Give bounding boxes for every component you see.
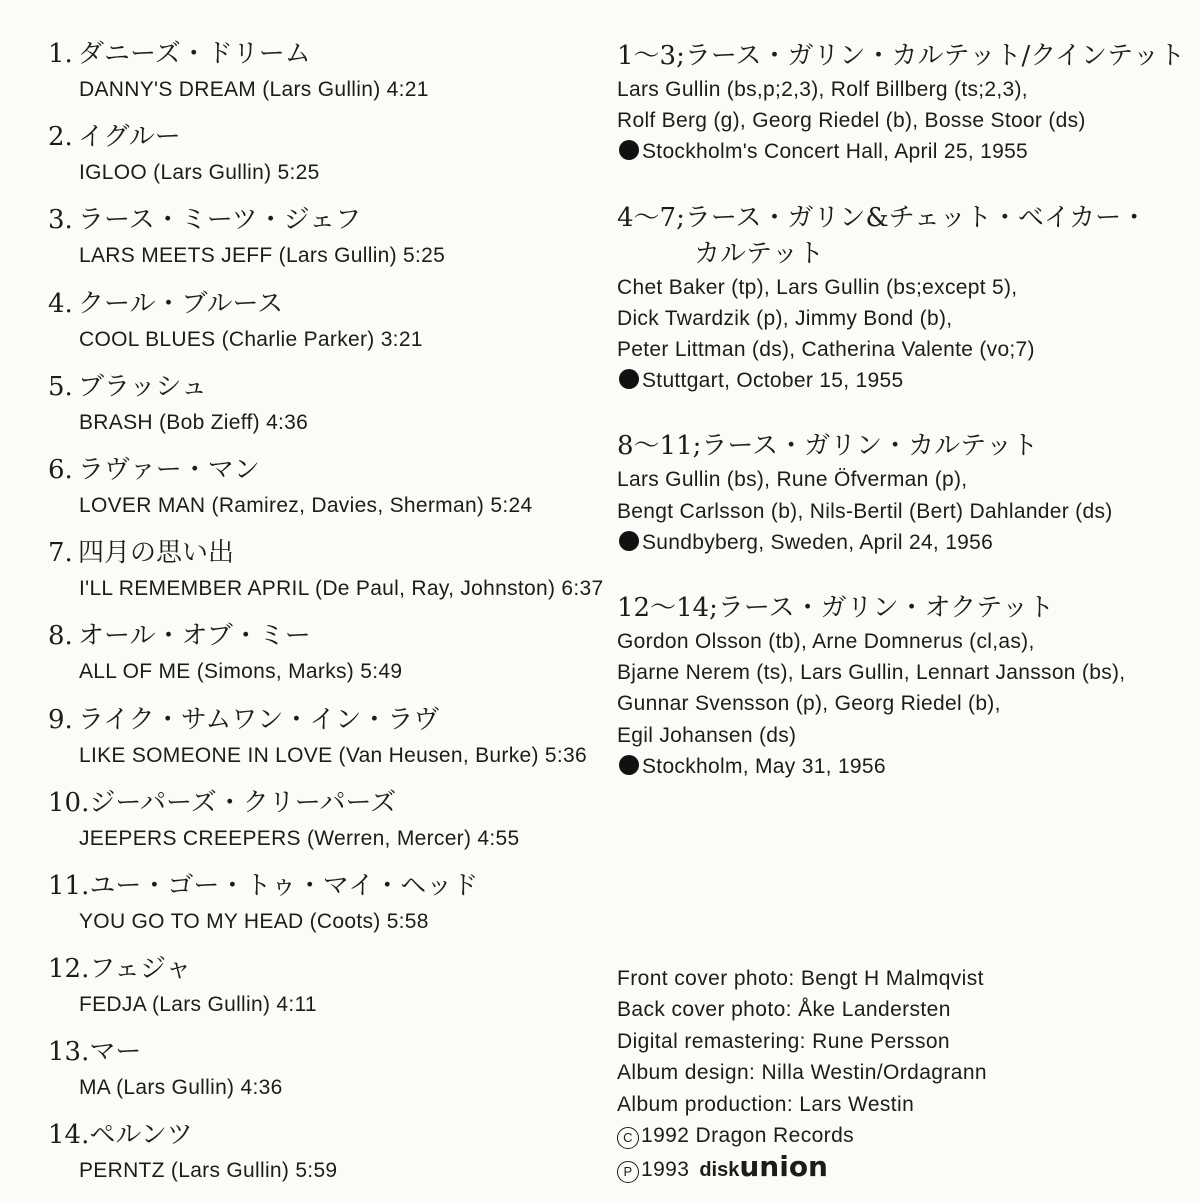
track-title-jp-line [48, 870, 608, 902]
track-title-jp-line [48, 620, 608, 652]
bullet-dot-icon [619, 755, 639, 775]
session-heading: 4〜7;ラース・ガリン&チェット・ベイカー・ [617, 202, 1148, 233]
personnel-line: Chet Baker (tp), Lars Gullin (bs;except 5), [617, 275, 1018, 299]
track-title-en: FEDJA (Lars Gullin) 4:11 [79, 993, 317, 1017]
track-title-jp: ユー・ゴー・トゥ・マイ・ヘッド [89, 870, 479, 901]
track-number: 4. [48, 288, 73, 319]
credit-line: Front cover photo: Bengt H Malmqvist [617, 967, 984, 990]
track-title-en: LOVER MAN (Ramirez, Davies, Sherman) 5:24 [79, 493, 533, 517]
session-block [617, 38, 1187, 168]
track-title-en: LARS MEETS JEFF (Lars Gullin) 5:25 [79, 244, 446, 268]
track-item [48, 787, 608, 870]
track-number: 14. [48, 1120, 90, 1151]
track-item [48, 704, 608, 787]
track-number: 1. [48, 39, 73, 69]
track-number: 10. [48, 787, 90, 818]
track-title-jp-line [48, 371, 608, 403]
track-title-jp-line [48, 1036, 608, 1068]
track-title-jp: 四月の思い出 [78, 538, 235, 569]
personnel-line: Lars Gullin (bs,p;2,3), Rolf Billberg (ts;2,3), [617, 78, 1028, 101]
personnel-line: Rolf Berg (g), Georg Riedel (b), Bosse Stoor (ds) [617, 109, 1086, 133]
track-title-jp: ライク・サムワン・イン・ラヴ [78, 704, 440, 735]
track-item [48, 371, 608, 454]
track-item [48, 1119, 608, 1202]
track-number: 5. [48, 371, 73, 402]
track-item [48, 953, 608, 1036]
recording-place-text: Stuttgart, October 15, 1955 [642, 369, 904, 393]
track-title-jp: ダニーズ・ドリーム [78, 39, 311, 69]
track-item [48, 121, 608, 204]
track-title-jp: イグルー [78, 122, 181, 153]
track-title-jp: ラース・ミーツ・ジェフ [78, 205, 362, 236]
personnel-line: Peter Littman (ds), Catherina Valente (vo;7) [617, 338, 1035, 362]
track-number: 2. [48, 122, 73, 153]
session-block [617, 428, 1187, 558]
track-title-jp-line [48, 953, 608, 985]
track-title-jp-line [48, 38, 608, 70]
credit-line: Back cover photo: Åke Landersten [617, 998, 951, 1022]
track-title-jp: オール・オブ・ミー [78, 621, 311, 652]
copyright-text: 1992 Dragon Records [641, 1124, 855, 1148]
recording-place-text: Sundbyberg, Sweden, April 24, 1956 [642, 530, 994, 554]
recording-place [617, 527, 1187, 558]
recording-place [617, 136, 1187, 167]
label-logo-disk: disk [699, 1159, 740, 1182]
session-heading: 12〜14;ラース・ガリン・オクテット [617, 593, 1055, 624]
track-number: 3. [48, 205, 73, 236]
copyright-icon: C [617, 1127, 639, 1149]
track-title-jp: ブラッシュ [78, 371, 207, 402]
track-item [48, 1036, 608, 1119]
track-item [48, 454, 608, 537]
session-list [617, 38, 1187, 814]
label-logo-union: union [739, 1150, 828, 1184]
track-number: 11. [48, 870, 90, 901]
phonogram-line [617, 1151, 1187, 1186]
credit-line: Digital remastering: Rune Persson [617, 1029, 951, 1053]
track-title-jp: ペルンツ [89, 1120, 193, 1151]
session-heading: 8〜11;ラース・ガリン・カルテット [617, 431, 1039, 462]
track-title-en: BRASH (Bob Zieff) 4:36 [79, 410, 309, 434]
track-title-jp-line [48, 704, 608, 736]
track-item [48, 288, 608, 371]
track-title-en: I'LL REMEMBER APRIL (De Paul, Ray, Johnston) 6:37 [79, 577, 604, 601]
session-heading: 1〜3;ラース・ガリン・カルテット/クインテット [617, 41, 1186, 71]
track-number: 8. [48, 621, 73, 652]
track-title-jp-line [48, 288, 608, 320]
personnel-line: Bengt Carlsson (b), Nils-Bertil (Bert) Dahlander (ds) [617, 499, 1113, 523]
personnel-line: Bjarne Nerem (ts), Lars Gullin, Lennart Jansson (bs), [617, 661, 1126, 685]
track-title-jp: クール・ブルース [78, 288, 284, 319]
credit-line: Album design: Nilla Westin/Ordagrann [617, 1061, 988, 1085]
recording-place [617, 751, 1187, 782]
track-title-en: LIKE SOMEONE IN LOVE (Van Heusen, Burke) 5:36 [79, 743, 587, 767]
personnel-line: Gunnar Svensson (p), Georg Riedel (b), [617, 692, 1001, 716]
copyright-line [617, 1120, 1187, 1151]
personnel-line: Lars Gullin (bs), Rune Öfverman (p), [617, 468, 968, 492]
track-number: 7. [48, 538, 73, 569]
session-heading-continued: カルテット [694, 238, 825, 269]
recording-place [617, 365, 1187, 396]
phonogram-copyright-icon: P [617, 1161, 639, 1183]
credits-block [617, 963, 1187, 1187]
recording-place-text: Stockholm's Concert Hall, April 25, 1955 [642, 140, 1029, 164]
track-item [48, 870, 608, 953]
track-title-en: DANNY'S DREAM (Lars Gullin) 4:21 [79, 78, 429, 101]
track-title-jp-line [48, 121, 608, 153]
track-number: 6. [48, 454, 73, 485]
track-number: 12. [48, 954, 90, 985]
session-block [617, 200, 1187, 397]
recording-place-text: Stockholm, May 31, 1956 [642, 754, 886, 778]
personnel-line: Egil Johansen (ds) [617, 723, 797, 747]
bullet-dot-icon [619, 531, 639, 551]
track-title-jp-line [48, 1119, 608, 1151]
track-title-en: JEEPERS CREEPERS (Werren, Mercer) 4:55 [79, 826, 520, 850]
track-title-en: COOL BLUES (Charlie Parker) 3:21 [79, 327, 423, 351]
track-title-en: MA (Lars Gullin) 4:36 [79, 1076, 283, 1100]
track-number: 9. [48, 704, 73, 735]
bullet-dot-icon [619, 140, 639, 160]
track-title-jp: ジーパーズ・クリーパーズ [89, 787, 397, 818]
track-title-jp-line [48, 454, 608, 486]
track-title-en: ALL OF ME (Simons, Marks) 5:49 [79, 660, 403, 684]
phonogram-year: 1993 [641, 1158, 690, 1182]
track-number: 13. [48, 1037, 90, 1068]
track-item [48, 38, 608, 121]
track-title-jp-line [48, 204, 608, 236]
track-item [48, 204, 608, 287]
track-item [48, 620, 608, 703]
track-title-jp-line [48, 787, 608, 819]
track-list [48, 38, 608, 1203]
track-title-jp: マー [89, 1037, 142, 1068]
session-block [617, 590, 1187, 782]
credit-line: Album production: Lars Westin [617, 1092, 915, 1116]
track-title-en: IGLOO (Lars Gullin) 5:25 [79, 161, 320, 185]
bullet-dot-icon [619, 369, 639, 389]
track-title-jp: フェジャ [89, 954, 192, 985]
track-title-en: YOU GO TO MY HEAD (Coots) 5:58 [79, 909, 429, 933]
track-title-jp-line [48, 537, 608, 569]
personnel-line: Dick Twardzik (p), Jimmy Bond (b), [617, 306, 953, 330]
personnel-line: Gordon Olsson (tb), Arne Domnerus (cl,as), [617, 630, 1035, 654]
track-item [48, 537, 608, 620]
track-title-jp: ラヴァー・マン [78, 454, 260, 485]
track-title-en: PERNTZ (Lars Gullin) 5:59 [79, 1159, 338, 1183]
